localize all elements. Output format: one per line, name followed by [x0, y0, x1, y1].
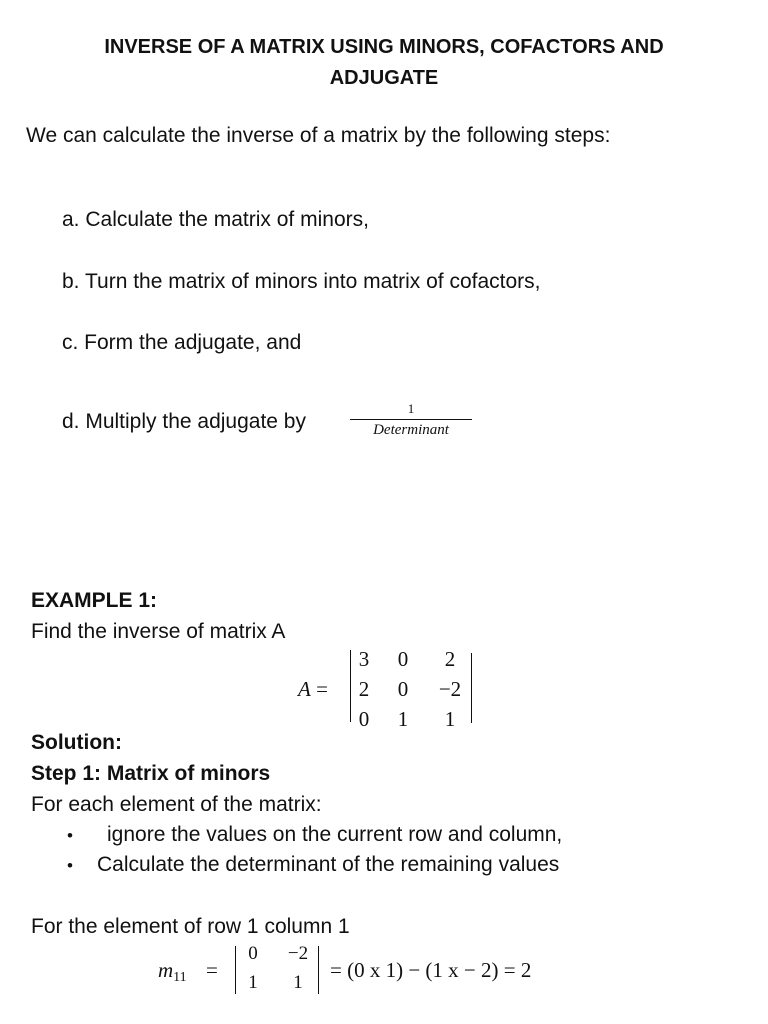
matrix-a-cell: 3 [358, 647, 370, 671]
fraction-denominator: Determinant [373, 422, 449, 438]
matrix-a-cell: 0 [358, 707, 370, 731]
matrix-a-right-bar [471, 653, 472, 723]
bullet-dot: • [67, 856, 73, 875]
step-c: c. Form the adjugate, and [62, 331, 302, 354]
solution-heading: Solution: [31, 731, 122, 754]
minor-equals: = [206, 958, 218, 982]
fraction-bar [350, 419, 472, 420]
example-prompt: Find the inverse of matrix A [31, 620, 286, 643]
minor-matrix-cell: 1 [293, 972, 303, 993]
matrix-a-cell: 0 [397, 677, 409, 701]
element-text: For the element of row 1 column 1 [31, 915, 350, 938]
step1-heading: Step 1: Matrix of minors [31, 762, 271, 785]
bullet-dot: • [67, 826, 73, 845]
example-heading: EXAMPLE 1: [31, 589, 158, 612]
minor-matrix-right-bar [318, 946, 319, 994]
bullet-item-1: ignore the values on the current row and column, [107, 823, 563, 846]
step-a: a. Calculate the matrix of minors, [62, 208, 369, 231]
step-b: b. Turn the matrix of minors into matrix of cofactors, [62, 270, 541, 293]
minor-matrix-cell: 0 [248, 943, 258, 964]
intro-text: We can calculate the inverse of a matrix by the following steps: [26, 124, 611, 147]
fraction-numerator: 1 [407, 401, 415, 416]
minor-symbol [158, 958, 187, 983]
matrix-a-cell: 2 [444, 647, 456, 671]
matrix-a-cell: −2 [438, 677, 462, 701]
matrix-a-cell: 2 [358, 677, 370, 701]
minor-result: = (0 x 1) − (1 x − 2) = 2 [330, 958, 532, 982]
matrix-a-cell: 0 [397, 647, 409, 671]
minor-label: m [158, 958, 174, 982]
step-d: d. Multiply the adjugate by [62, 410, 306, 433]
matrix-a-label: A = [298, 677, 328, 701]
title-line-2: ADJUGATE [329, 67, 439, 89]
bullet-item-2: Calculate the determinant of the remaining values [97, 853, 560, 876]
matrix-a-cell: 1 [397, 707, 409, 731]
fraction-one-over-determinant [350, 401, 472, 439]
minor-matrix-cell: 1 [248, 972, 258, 993]
instruction-text: For each element of the matrix: [31, 793, 322, 816]
matrix-a-cell: 1 [444, 707, 456, 731]
minor-subscript: 11 [173, 970, 187, 985]
minor-matrix-cell: −2 [287, 943, 309, 964]
title-line-1: INVERSE OF A MATRIX USING MINORS, COFACTORS AND [104, 36, 664, 58]
